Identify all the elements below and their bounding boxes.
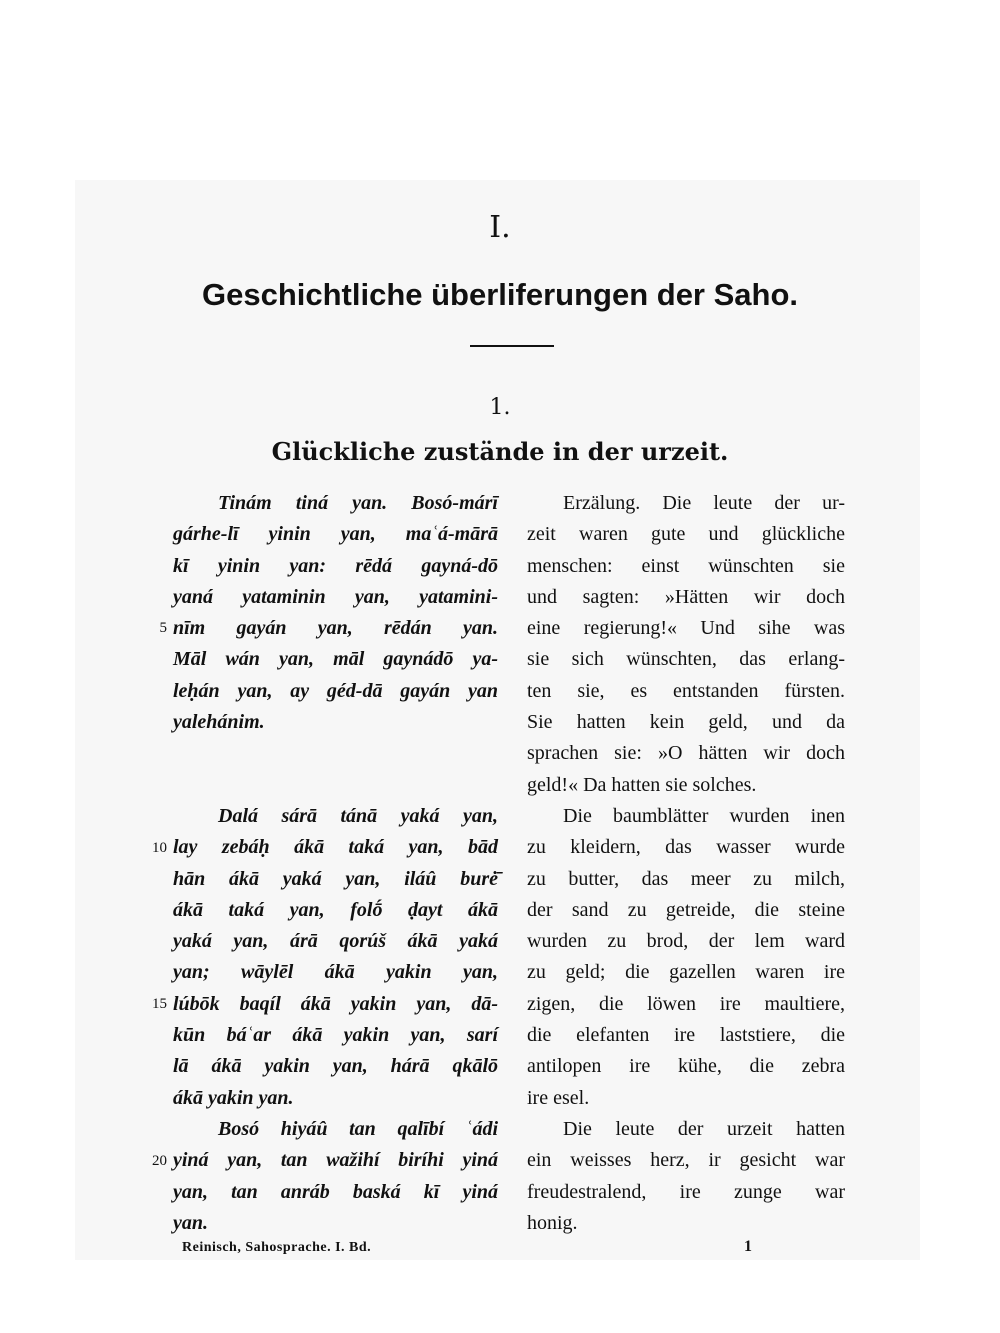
saho-line: yalehánim. bbox=[173, 711, 265, 734]
saho-line: Māl wán yan, māl gaynádō ya- bbox=[173, 648, 498, 671]
saho-line: yiná yan, tan wažihí biríhi yiná bbox=[173, 1149, 498, 1172]
german-line: sie sich wünschten, das erlang- bbox=[527, 648, 845, 671]
german-line: Die baumblätter wurden inen bbox=[563, 804, 845, 827]
saho-line: yan. bbox=[173, 1211, 208, 1234]
saho-text-block-2 bbox=[173, 801, 498, 1114]
german-line: Erzälung. Die leute der ur- bbox=[563, 492, 845, 514]
saho-line: kūn báʿar ákā yakin yan, sarí bbox=[173, 1024, 498, 1047]
german-line: geld!« Da hatten sie solches. bbox=[527, 773, 757, 796]
saho-text-block-1 bbox=[173, 488, 498, 738]
saho-text-block-3 bbox=[173, 1114, 498, 1239]
line-number: 20 bbox=[152, 1153, 167, 1169]
german-line: Sie hatten kein geld, und da bbox=[527, 711, 845, 734]
german-line: sprachen sie: »O hätten wir doch bbox=[527, 742, 845, 765]
saho-line: yaká yan, árā qorúš ákā yaká bbox=[173, 930, 498, 953]
section-title: Glückliche zustände in der urzeit. bbox=[271, 437, 729, 466]
title-divider bbox=[470, 345, 554, 347]
saho-line: ákā taká yan, folṓ ḍayt ákā bbox=[173, 898, 498, 921]
german-line: ire esel. bbox=[527, 1086, 590, 1109]
chapter-title: Geschichtliche überliferungen der Saho. bbox=[201, 277, 799, 312]
saho-line: leḥán yan, ay géd-dā gayán yan bbox=[173, 679, 498, 702]
german-line: ein weisses herz, ir gesicht war bbox=[527, 1149, 845, 1172]
page-number: 1 bbox=[744, 1238, 752, 1255]
section-number: 1. bbox=[489, 395, 511, 420]
saho-line: nīm gayán yan, rēdán yan. bbox=[173, 617, 498, 640]
german-line: freudestralend, ire zunge war bbox=[527, 1180, 845, 1203]
german-line: eine regierung!« Und sihe was bbox=[527, 617, 845, 640]
saho-line: Tinám tiná yan. Bosó-márī bbox=[218, 492, 498, 514]
saho-line: yaná yataminin yan, yatamini- bbox=[173, 585, 498, 608]
saho-line: hān ákā yaká yan, iláû burė̄ bbox=[173, 867, 498, 890]
saho-line: ákā yakin yan. bbox=[173, 1086, 294, 1109]
chapter-numeral: I. bbox=[489, 210, 511, 245]
saho-line: yan; wāylēl ákā yakin yan, bbox=[173, 961, 498, 984]
saho-line: kī yinin yan: rēdá gayná-dō bbox=[173, 554, 498, 577]
saho-line: gárhe-lī yinin yan, maʿá-mārā bbox=[173, 523, 498, 546]
german-line: menschen: einst wünschten sie bbox=[527, 554, 845, 577]
german-line: der sand zu getreide, die steine bbox=[527, 898, 845, 921]
saho-line: Bosó hiyáû tan qalībí ʿádi bbox=[218, 1118, 498, 1140]
german-line: zu kleidern, das wasser wurde bbox=[527, 836, 845, 859]
german-line: zigen, die löwen ire maultiere, bbox=[527, 992, 845, 1015]
german-line: zu geld; die gazellen waren ire bbox=[527, 961, 845, 984]
german-line: wurden zu brod, der lem ward bbox=[527, 930, 845, 953]
saho-line: lúbōk baqíl ákā yakin yan, dā- bbox=[173, 992, 498, 1015]
line-number: 10 bbox=[152, 840, 167, 856]
saho-line: Dalá sárā tánā yaká yan, bbox=[218, 805, 498, 827]
german-line: zeit waren gute und glückliche bbox=[527, 523, 845, 546]
german-line: antilopen ire kühe, die zebra bbox=[527, 1055, 845, 1078]
german-line: die elefanten ire laststiere, die bbox=[527, 1024, 845, 1047]
saho-line: lā ákā yakin yan, hárā qkālō bbox=[173, 1055, 498, 1078]
german-line: honig. bbox=[527, 1211, 578, 1234]
german-translation bbox=[527, 488, 845, 1239]
german-line: Die leute der urzeit hatten bbox=[563, 1117, 845, 1140]
saho-line: yan, tan anráb baská kī yiná bbox=[173, 1180, 498, 1203]
footer-signature: Reinisch, Sahosprache. I. Bd. bbox=[182, 1240, 372, 1255]
saho-line: lay zebáḥ ákā taká yan, bād bbox=[173, 836, 498, 859]
german-line: und sagten: »Hätten wir doch bbox=[527, 585, 845, 608]
line-number: 15 bbox=[152, 996, 167, 1012]
line-number: 5 bbox=[159, 620, 167, 636]
german-line: ten sie, es entstanden fürsten. bbox=[527, 679, 845, 702]
german-line: zu butter, das meer zu milch, bbox=[527, 867, 845, 890]
